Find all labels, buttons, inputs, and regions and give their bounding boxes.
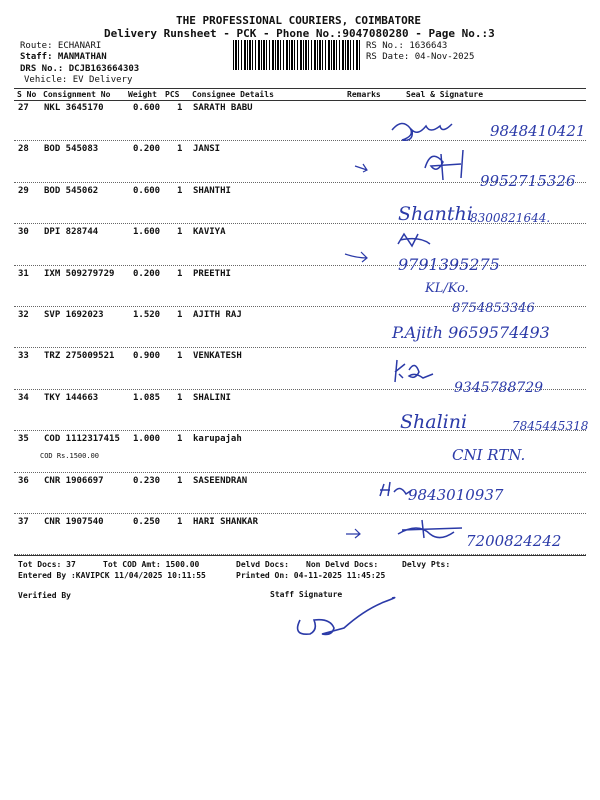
arrow-row-30 xyxy=(345,252,367,262)
runsheet-title: Delivery Runsheet - PCK - Phone No.:9047080280 - Page No.:3 xyxy=(104,27,495,40)
cell-cod-amount: COD Rs.1500.00 xyxy=(40,452,100,461)
route-label: Route: ECHANARI xyxy=(20,41,102,51)
cell-consignee: JANSI xyxy=(193,144,221,155)
cell-consignment-no: BOD 545083 xyxy=(44,144,99,155)
cell-weight: 0.230 xyxy=(133,475,161,486)
hw-row-34-phone: 7845445318 xyxy=(512,419,589,433)
signature-row-27 xyxy=(392,123,452,140)
printed-on: Printed On: 04-11-2025 11:45:25 xyxy=(236,571,386,580)
hw-row-29-name: Shanthi xyxy=(398,203,473,225)
hw-row-32: P.Ajith 9659574493 xyxy=(392,323,550,342)
signature-row-37 xyxy=(398,520,462,538)
cell-pcs: 1 xyxy=(177,185,183,196)
delvy-pts: Delvy Pts: xyxy=(402,560,451,569)
delvd-docs: Delvd Docs: xyxy=(236,560,289,569)
cell-consignee: SARATH BABU xyxy=(193,103,253,113)
arrow-row-28 xyxy=(355,164,367,172)
cell-pcs: 1 xyxy=(177,310,183,320)
hw-row-35: CNI RTN. xyxy=(452,446,526,464)
cell-consignment-no: IXM 509279729 xyxy=(44,268,115,279)
cell-consignee: SHALINI xyxy=(193,392,231,403)
hw-row-28-phone: 9952715326 xyxy=(480,172,576,190)
cell-pcs: 1 xyxy=(177,517,183,527)
cell-consignee: KAVIYA xyxy=(193,227,226,238)
cell-weight: 0.200 xyxy=(133,144,161,155)
entered-by: Entered By :KAVIPCK 11/04/2025 10:11:55 xyxy=(18,571,206,580)
cell-pcs: 1 xyxy=(177,103,183,113)
cell-consignment-no: SVP 1692023 xyxy=(44,310,104,320)
hw-row-37-phone: 7200824242 xyxy=(466,532,562,550)
col-seal: Seal & Signature xyxy=(406,90,484,99)
vehicle-label: Vehicle: EV Delivery xyxy=(24,75,133,85)
cell-consignment-no: TRZ 275009521 xyxy=(44,351,115,362)
cell-weight: 1.085 xyxy=(133,392,161,403)
cell-weight: 0.600 xyxy=(133,103,161,113)
cell-pcs: 1 xyxy=(177,268,183,279)
cell-sno: 29 xyxy=(18,185,29,196)
cell-pcs: 1 xyxy=(177,227,183,238)
hw-row-29-phone: 8300821644. xyxy=(470,211,551,225)
col-remarks: Remarks xyxy=(347,90,381,99)
cell-sno: 34 xyxy=(18,392,29,403)
cell-weight: 0.600 xyxy=(133,185,161,196)
verified-by: Verified By xyxy=(18,591,71,600)
cell-pcs: 1 xyxy=(177,392,183,403)
cell-consignment-no: TKY 144663 xyxy=(44,392,99,403)
cell-weight: 1.600 xyxy=(133,227,161,238)
hw-row-27-phone: 9848410421 xyxy=(490,122,586,140)
cell-consignee: karupajah xyxy=(193,434,242,445)
hw-row-30-phone: 9791395275 xyxy=(398,255,500,274)
cell-consignee: SASEENDRAN xyxy=(193,475,248,486)
col-consignment: Consignment No xyxy=(43,90,111,99)
cell-sno: 31 xyxy=(18,268,29,279)
cell-pcs: 1 xyxy=(177,434,183,445)
footer-top-rule xyxy=(14,555,586,556)
cell-pcs: 1 xyxy=(177,475,183,486)
cell-consignment-no: CNR 1906697 xyxy=(44,475,104,486)
cell-sno: 28 xyxy=(18,144,29,155)
staff-signature-mark xyxy=(298,598,395,635)
col-weight: Weight xyxy=(128,90,157,99)
rs-no-label: RS No.: 1636643 xyxy=(366,41,448,51)
cell-pcs: 1 xyxy=(177,351,183,362)
non-delvd-docs: Non Delvd Docs: xyxy=(306,560,379,569)
col-sno: S No xyxy=(17,90,37,99)
staff-signature-label: Staff Signature xyxy=(270,590,343,599)
cell-sno: 27 xyxy=(18,103,29,113)
arrow-row-37 xyxy=(346,529,360,538)
cell-sno: 32 xyxy=(18,310,29,320)
cell-weight: 0.250 xyxy=(133,517,161,527)
cell-pcs: 1 xyxy=(177,144,183,155)
signature-row-30 xyxy=(398,234,430,246)
cell-sno: 33 xyxy=(18,351,29,362)
company-name: THE PROFESSIONAL COURIERS, COIMBATORE xyxy=(176,14,422,27)
hw-row-33-phone: 9345788729 xyxy=(454,380,544,396)
cell-consignee: VENKATESH xyxy=(193,351,242,362)
cell-consignee: HARI SHANKAR xyxy=(193,517,259,527)
rs-date-label: RS Date: 04-Nov-2025 xyxy=(366,52,475,62)
cell-consignee: PREETHI xyxy=(193,268,231,279)
cell-consignee: AJITH RAJ xyxy=(193,310,242,320)
hw-row-36-phone: 9843010937 xyxy=(408,486,504,504)
cell-weight: 1.000 xyxy=(133,434,161,445)
tot-docs: Tot Docs: 37 xyxy=(18,560,76,569)
cell-consignment-no: NKL 3645170 xyxy=(44,103,104,113)
col-pcs: PCS xyxy=(165,90,180,99)
tot-cod-amt: Tot COD Amt: 1500.00 xyxy=(103,560,200,569)
drs-no-label: DRS No.: DCJB163664303 xyxy=(20,64,140,74)
signature-row-33 xyxy=(395,360,433,382)
col-consignee: Consignee Details xyxy=(192,90,274,99)
hw-row-31-a: KL/Ko. xyxy=(425,281,469,296)
cell-sno: 37 xyxy=(18,517,29,527)
hw-row-34-name: Shalini xyxy=(400,411,468,433)
cell-weight: 1.520 xyxy=(133,310,161,320)
cell-weight: 0.200 xyxy=(133,268,161,279)
cell-consignment-no: DPI 828744 xyxy=(44,227,99,238)
cell-sno: 30 xyxy=(18,227,29,238)
staff-label: Staff: MANMATHAN xyxy=(20,52,107,62)
cell-consignment-no: CNR 1907540 xyxy=(44,517,104,527)
cell-weight: 0.900 xyxy=(133,351,161,362)
cell-consignment-no: COD 1112317415 xyxy=(44,434,120,445)
cell-consignment-no: BOD 545062 xyxy=(44,185,99,196)
signature-row-28 xyxy=(425,150,463,180)
cell-sno: 35 xyxy=(18,434,29,445)
hw-row-31-b: 8754853346 xyxy=(452,301,535,316)
cell-sno: 36 xyxy=(18,475,29,486)
cell-consignee: SHANTHI xyxy=(193,185,231,196)
